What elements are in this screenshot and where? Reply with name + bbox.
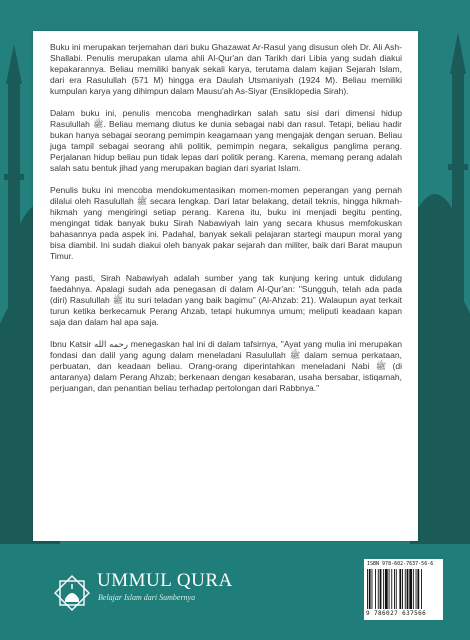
blurb-paragraph: Buku ini merupakan terjemahan dari buku Ghazawat Ar-Rasul yang disusun oleh Dr. Ali Ash-Shallabi. Penulis merupakan ulama ahli Al-Qur'an dan Tarikh dari Libia yang sudah diakui kepakarannya. Beliau memiliki banyak sekali karya, terutama dalam kajian Sejarah Islam, dari era Rasulullah (571 M) hingga era Daulah Utsmaniyah (1924 M). Beliau memiliki kumpulan karya yang dihimpun dalam Mausu'ah As-Siyar (Ensiklopedia Sirah).: [50, 42, 402, 96]
blurb-paragraph: Ibnu Katsir رحمه الله menegaskan hal ini di dalam tafsirnya, "Ayat yang mulia ini merupakan fondasi dan dalil yang agung dalam meneladani Rasulullah ﷺ dalam semua perkataan, perbuatan, dan keadaan beliau. Orang-orang diperintahkan meneladani Nabi ﷺ (di antaranya) dalam Perang Ahzab; berkenaan dengan kesabaran, usaha bersabar, istiqamah, perjuangan, dan penantian beliau terhadap pertolongan dari Rabbnya.": [50, 339, 403, 393]
blurb-paragraph: Dalam buku ini, penulis mencoba menghadirkan salah satu sisi dari dimensi hidup Rasulullah ﷺ. Beliau memang diutus ke dunia sebagai nabi dan rasul. Tetapi, beliau hadir bukan hanya sebagai seorang pemimpin keagamaan yang mengajak dengan seruan. Beliau juga tampil sebagai seorang ahli politik, pemimpin negara, sekaligus panglima perang. Perjalanan hidup beliau pun tidak lepas dari politik perang. Karena, memang perang adalah salah satu bentuk jihad yang merupakan bagian dari syariat Islam.: [50, 108, 402, 173]
blurb-paragraph: Yang pasti, Sirah Nabawiyah adalah sumber yang tak kunjung kering untuk didulang faedahnya. Apalagi sudah ada penegasan di dalam Al-Qur'an: "Sungguh, telah ada pada (diri) Rasulullah ﷺ itu suri teladan yang baik bagimu" (Al-Ahzab: 21). Walaupun ayat terkait turun ketika berkecamuk Perang Ahzab, tetapi hukumnya umum; meliputi keadaan kapan saja dan dalam hal apa saja.: [50, 273, 403, 327]
blurb-paragraph: Penulis buku ini mencoba mendokumentasikan momen-momen peperangan yang pernah dilalui oleh Rasulullah ﷺ secara lengkap. Dari latar belakang, detail teknis, hingga hikmah-hikmah yang mengiringi setiap perang. Karena itu, buku ini menjadi begitu penting, mengingat tidak banyak buku Sirah Nabawiyah lain yang secara khusus memfokuskan bahasannya pada aspek ini. Padahal, banyak sekali pelajaran startegi maupun moral yang bisa diambil. Ini sudah diakui oleh banyak pakar sejarah dan militer, baik dari Barat maupun Timur.: [50, 185, 402, 261]
publisher-tagline: Belajar Islam dari Sumbernya: [98, 593, 196, 602]
barcode-bars: [367, 569, 440, 609]
isbn-label: ISBN 978-602-7637-56-6: [367, 561, 434, 567]
isbn-barcode: [364, 559, 443, 620]
blurb-text: [50, 42, 402, 405]
barcode-digits: 9 786027 637566: [366, 610, 427, 617]
publisher-name: UMMUL QURA: [97, 570, 233, 591]
